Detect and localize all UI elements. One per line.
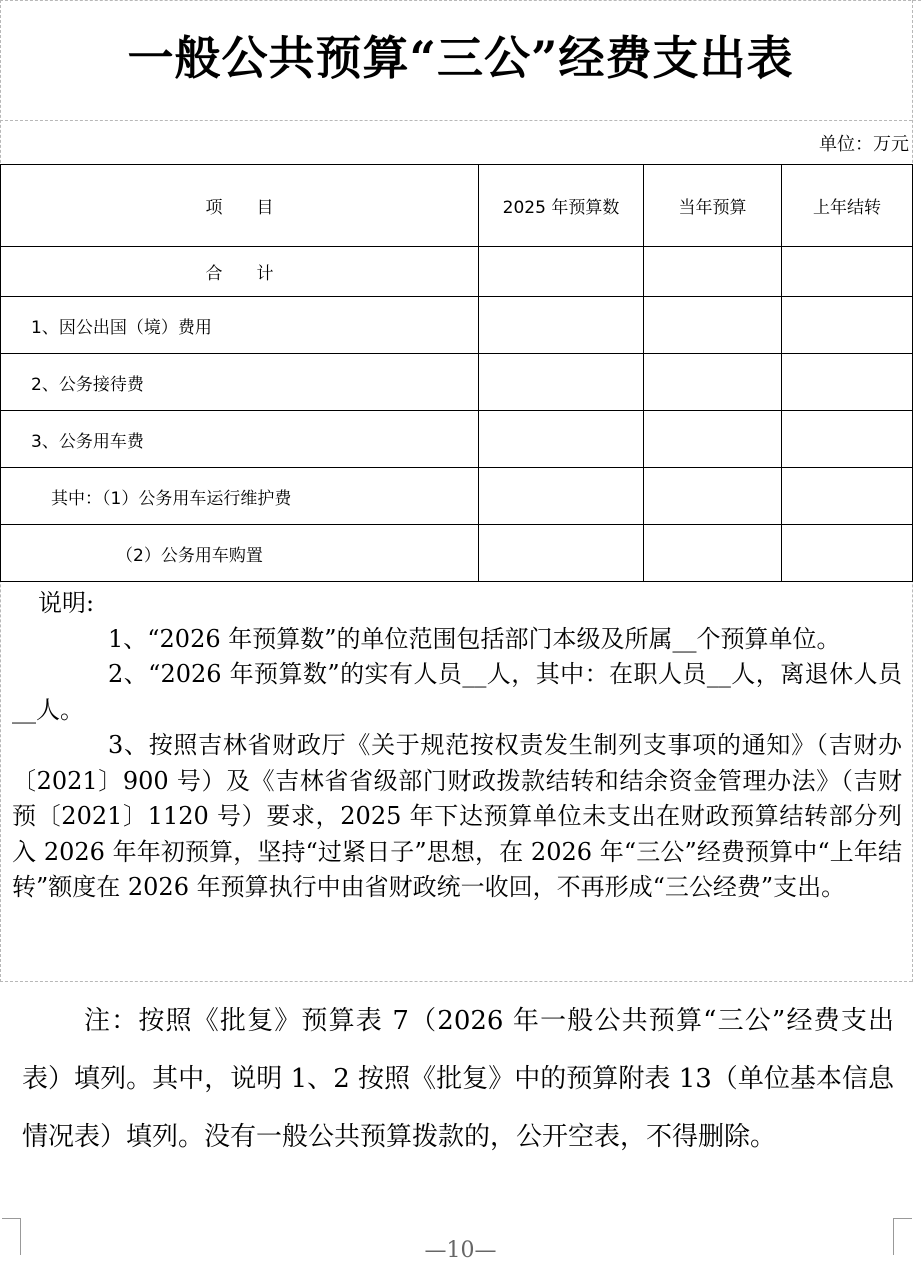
page-title: 一般公共预算“三公”经费支出表	[127, 31, 794, 85]
cell-value	[782, 354, 913, 411]
row-label-vehicle-purchase: （2）公务用车购置	[1, 525, 479, 582]
header-current-budget: 当年预算	[644, 165, 782, 247]
cell-value	[644, 247, 782, 297]
table-row	[1, 247, 913, 297]
page-number: —10—	[424, 1238, 497, 1263]
remark-section	[22, 992, 894, 1166]
cell-value	[479, 411, 644, 468]
cell-value	[644, 354, 782, 411]
guide-top-line	[0, 0, 921, 1]
expense-table	[0, 164, 913, 582]
cell-value	[782, 468, 913, 525]
guide-title-bottom-line	[0, 120, 912, 121]
table-row	[1, 411, 913, 468]
guide-notes-bottom-line	[0, 981, 912, 982]
cell-value	[782, 297, 913, 354]
unit-label: 单位：万元	[819, 134, 909, 155]
cell-value	[479, 247, 644, 297]
cell-value	[782, 411, 913, 468]
table-row	[1, 297, 913, 354]
cell-value	[644, 297, 782, 354]
remark-text: 注：按照《批复》预算表 7（2026 年一般公共预算“三公”经费支出表）填列。其中，说明 1、2 按照《批复》中的预算附表 13（单位基本信息情况表）填列。没有一般公共预算拨款的，公开空表，不得删除。	[22, 1006, 894, 1152]
header-item: 项 目	[1, 165, 479, 247]
cell-value	[644, 411, 782, 468]
row-label-vehicle-maintenance: 其中：（1）公务用车运行维护费	[1, 468, 479, 525]
header-carryover: 上年结转	[782, 165, 913, 247]
note-item-3: 3、按照吉林省财政厅《关于规范按权责发生制列支事项的通知》（吉财办〔2021〕900 号）及《吉林省省级部门财政拨款结转和结余资金管理办法》（吉财预〔2021〕1120 号）要求，2025 年下达预算单位未支出在财政预算结转部分列入 2026 年年初预算，坚持“过紧日子”思想，在 2026 年“三公”经费预算中“上年结转”额度在 2026 年预算执行中由省财政统一收回，不再形成“三公经费”支出。	[12, 731, 902, 901]
row-label-reception: 2、公务接待费	[1, 354, 479, 411]
cell-value	[479, 468, 644, 525]
notes-section	[12, 586, 902, 906]
cell-value	[479, 525, 644, 582]
cell-value	[479, 354, 644, 411]
cell-value	[644, 468, 782, 525]
cell-value	[644, 525, 782, 582]
table-header-row	[1, 165, 913, 247]
row-label-vehicle: 3、公务用车费	[1, 411, 479, 468]
cell-value	[479, 297, 644, 354]
notes-heading: 说明:	[38, 589, 95, 617]
cell-value	[782, 247, 913, 297]
cell-value	[782, 525, 913, 582]
row-label-total: 合 计	[1, 247, 479, 297]
note-item-2: 2、“2026 年预算数”的实有人员__人，其中：在职人员__人，离退休人员__人。	[12, 660, 902, 724]
row-label-overseas: 1、因公出国（境）费用	[1, 297, 479, 354]
table-row	[1, 354, 913, 411]
table-row	[1, 468, 913, 525]
header-2025-budget: 2025 年预算数	[479, 165, 644, 247]
table-row	[1, 525, 913, 582]
note-item-1: 1、“2026 年预算数”的单位范围包括部门本级及所属__个预算单位。	[108, 624, 841, 653]
